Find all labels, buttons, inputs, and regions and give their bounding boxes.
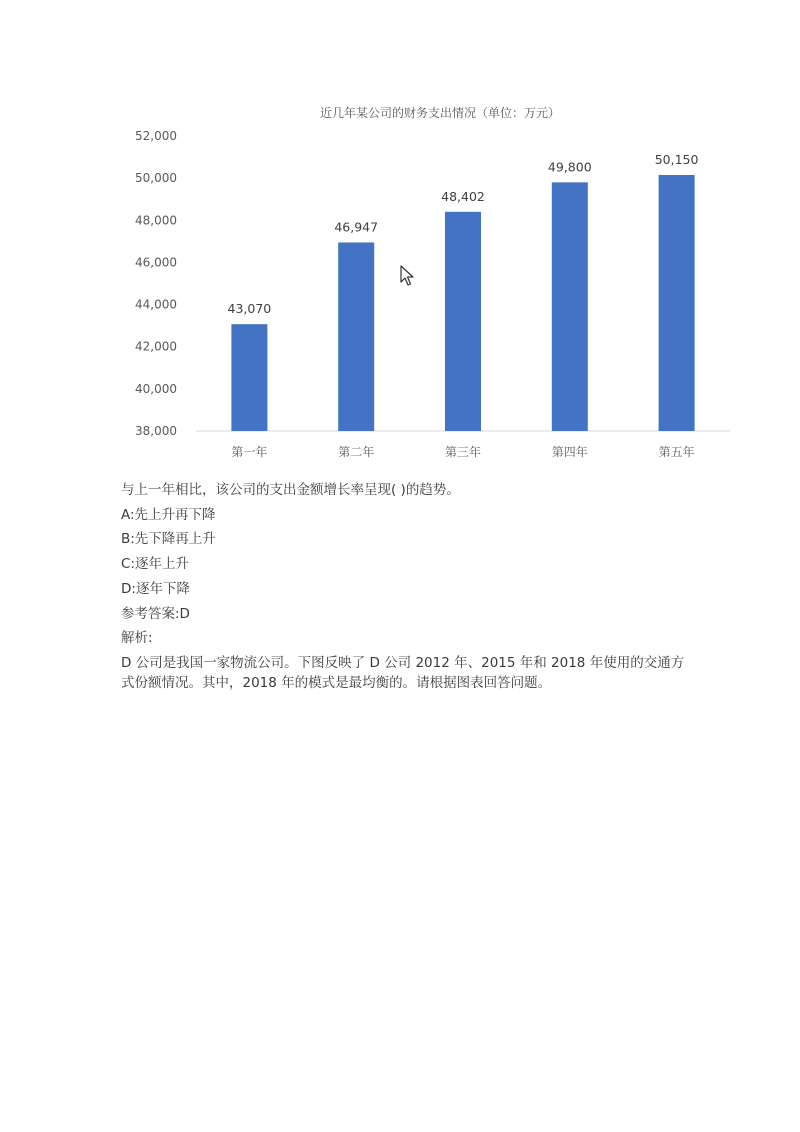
y-tick-label: 38,000 xyxy=(135,424,177,438)
bar xyxy=(552,182,588,431)
reference-answer: 参考答案:D xyxy=(121,605,190,622)
bar xyxy=(231,324,267,431)
option-a: A:先上升再下降 xyxy=(121,506,216,523)
x-category-label: 第一年 xyxy=(231,445,268,459)
y-tick-label: 46,000 xyxy=(135,255,177,270)
chart-title: 近几年某公司的财务支出情况（单位：万元） xyxy=(319,106,561,120)
option-c: C:逐年上升 xyxy=(121,556,189,573)
data-label: 50,150 xyxy=(654,151,699,167)
x-category-label: 第二年 xyxy=(338,445,375,459)
mouse-pointer-icon xyxy=(400,265,416,289)
question-block xyxy=(121,478,721,693)
x-category-label: 第四年 xyxy=(551,445,588,459)
y-tick-label: 48,000 xyxy=(135,213,177,228)
bar xyxy=(338,242,374,431)
y-axis-ticks xyxy=(135,129,177,438)
question-stem: 与上一年相比，该公司的支出金额增长率呈现( )的趋势。 xyxy=(121,482,460,498)
analysis-label: 解析: xyxy=(121,630,153,647)
x-category-label: 第五年 xyxy=(658,445,695,459)
data-label: 46,947 xyxy=(334,219,379,235)
analysis-text: D 公司是我国一家物流公司。下图反映了 D 公司 2012 年、2015 年和 2018 年使用的交通方式份额情况。其中，2018 年的模式是最均衡的。请根据图表回答问题。 xyxy=(121,654,685,691)
bars xyxy=(231,175,694,431)
data-label: 43,070 xyxy=(227,301,272,317)
data-label: 49,800 xyxy=(547,159,592,175)
bar-chart xyxy=(120,100,734,472)
y-tick-label: 42,000 xyxy=(135,339,177,354)
chart-svg xyxy=(120,100,734,472)
bar xyxy=(659,175,695,431)
bar xyxy=(445,212,481,431)
y-tick-label: 52,000 xyxy=(135,129,177,143)
x-axis-categories xyxy=(231,444,694,459)
data-label: 48,402 xyxy=(441,188,485,204)
y-tick-label: 44,000 xyxy=(135,297,177,312)
y-tick-label: 40,000 xyxy=(135,381,177,396)
option-b: B:先下降再上升 xyxy=(121,531,216,548)
option-d: D:逐年下降 xyxy=(121,580,190,597)
y-tick-label: 50,000 xyxy=(135,171,177,186)
x-category-label: 第三年 xyxy=(444,445,482,459)
